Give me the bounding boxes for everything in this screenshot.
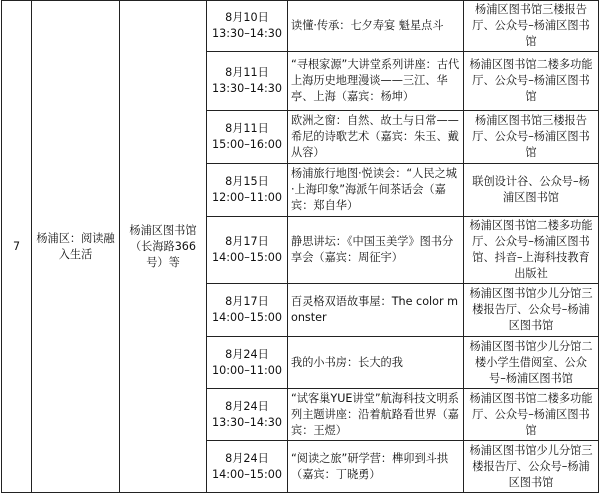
event-title-cell: 百灵格双语故事屋：The color monster: [288, 284, 464, 337]
event-title-cell: 静思讲坛：《中国玉美学》图书分享会（嘉宾：周征宇）: [288, 217, 464, 284]
event-location-cell: 杨浦区图书馆二楼多功能厅、公众号–杨浦区图书馆: [464, 52, 599, 111]
event-time-cell: 8月17日 14:00–15:00: [207, 217, 288, 284]
event-title-cell: 读懂·传承：七夕寿宴 魁星点斗: [288, 1, 464, 52]
district-theme-cell: 杨浦区：阅读融入生活: [32, 1, 120, 493]
event-location-cell: 杨浦区图书馆三楼报告厅、公众号–杨浦区图书馆: [464, 1, 599, 52]
event-location-cell: 杨浦区图书馆少儿分馆三楼报告厅、公众号–杨浦区图书馆: [464, 441, 599, 493]
event-title-cell: “寻根家源”大讲堂系列讲座：古代上海历史地理漫谈——三江、华亭、上海（嘉宾：杨坤）: [288, 52, 464, 111]
table-body: [2, 1, 599, 493]
event-time-cell: 8月15日 12:00–11:00: [207, 164, 288, 217]
event-time-cell: 8月24日 10:00–11:00: [207, 337, 288, 389]
event-title-cell: “试客巢YUE讲堂”航海科技文明系列主题讲座：沿着航路看世界（嘉宾：王煜）: [288, 389, 464, 441]
event-time-cell: 8月11日 13:30–14:30: [207, 52, 288, 111]
main-venue-cell: 杨浦区图书馆（长海路366号）等: [120, 1, 207, 493]
event-location-cell: 杨浦区图书馆二楼多功能厅、公众号–杨浦区图书馆、抖音–上海科技教育出版社: [464, 217, 599, 284]
event-time-cell: 8月24日 13:30–14:30: [207, 389, 288, 441]
event-title-cell: 我的小书房：长大的我: [288, 337, 464, 389]
event-schedule-table: [1, 0, 599, 493]
table-row: [2, 1, 599, 52]
event-location-cell: 杨浦区图书馆少儿分馆二楼小学生借阅室、公众号–杨浦区图书馆: [464, 337, 599, 389]
event-location-cell: 联创设计谷、公众号–杨浦区图书馆: [464, 164, 599, 217]
row-index-cell: 7: [2, 1, 32, 493]
event-title-cell: 欧洲之窗：自然、故土与日常——希尼的诗歌艺术（嘉宾：朱玉、戴从容）: [288, 111, 464, 164]
event-time-cell: 8月24日 14:00–15:00: [207, 441, 288, 493]
event-time-cell: 8月10日 13:30–14:30: [207, 1, 288, 52]
event-title-cell: “阅读之旅”研学营：榫卯到斗拱（嘉宾：丁晓勇）: [288, 441, 464, 493]
event-location-cell: 杨浦区图书馆二楼多功能厅、公众号–杨浦区图书馆: [464, 389, 599, 441]
event-location-cell: 杨浦区图书馆少儿分馆三楼报告厅、公众号–杨浦区图书馆: [464, 284, 599, 337]
event-time-cell: 8月17日 14:00–15:00: [207, 284, 288, 337]
event-title-cell: 杨浦旅行地图·悦读会：“人民之城·上海印象”海派午间茶话会（嘉宾：郑自华）: [288, 164, 464, 217]
event-location-cell: 杨浦区图书馆三楼报告厅、公众号–杨浦区图书馆: [464, 111, 599, 164]
event-time-cell: 8月11日 15:00–16:00: [207, 111, 288, 164]
